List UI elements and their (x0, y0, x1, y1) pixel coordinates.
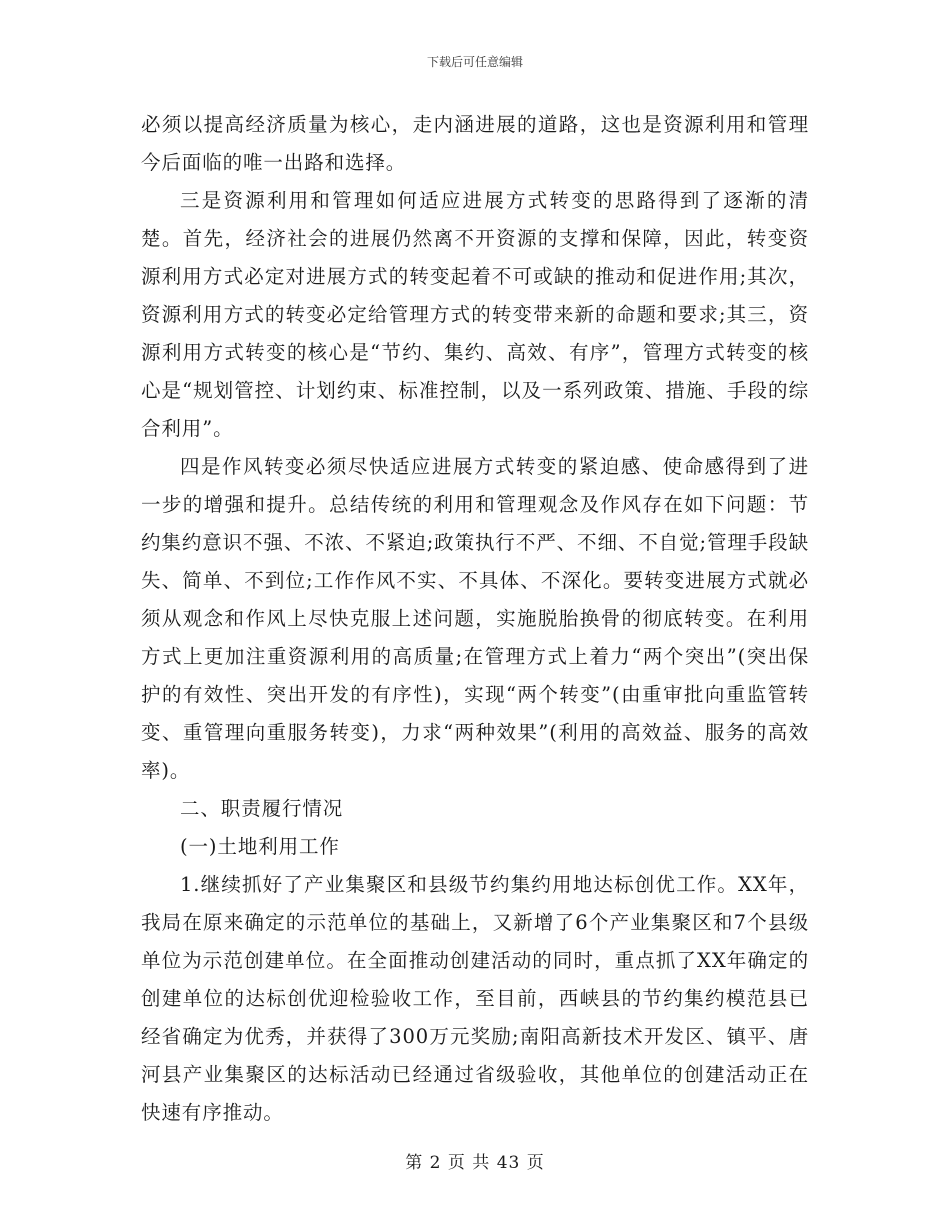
paragraph-four: 四是作风转变必须尽快适应进展方式转变的紧迫感、使命感得到了进一步的增强和提升。总结传统的利用和管理观念及作风存在如下问题：节约集约意识不强、不浓、不紧迫;政策执行不严、不细、不自觉;管理手段缺失、简单、不到位;工作作风不实、不具体、不深化。要转变进展方式就必须从观念和作风上尽快克服上述问题，实施脱胎换骨的彻底转变。在利用方式上更加注重资源利用的高质量;在管理方式上着力“两个突出”(突出保护的有效性、突出开发的有序性)，实现“两个转变”(由重审批向重监管转变、重管理向重服务转变)，力求“两种效果”(利用的高效益、服务的高效率)。 (141, 455, 809, 782)
page-number: 第 2 页 共 43 页 (405, 1153, 545, 1173)
paragraph-item-one: 1.继续抓好了产业集聚区和县级节约集约用地达标创优工作。XX年，我局在原来确定的示范单位的基础上，又新增了6个产业集聚区和7个县级单位为示范创建单位。在全面推动创建活动的同时，重点抓了XX年确定的创建单位的达标创优迎检验收工作，至目前，西峡县的节约集约模范县已经省确定为优秀，并获得了300万元奖励;南阳高新技术开发区、镇平、唐河县产业集聚区的达标活动已经通过省级验收，其他单位的创建活动正在快速有序推动。 (141, 873, 809, 1124)
subsection-heading-land-use: (一)土地利用工作 (180, 835, 340, 858)
header-note: 下载后可任意编辑 (426, 55, 523, 69)
document-body (141, 106, 809, 1132)
paragraph-three: 三是资源利用和管理如何适应进展方式转变的思路得到了逐渐的清楚。首先，经济社会的进展仍然离不开资源的支撑和保障，因此，转变资源利用方式必定对进展方式的转变起着不可或缺的推动和促进作用;其次，资源利用方式的转变必定给管理方式的转变带来新的命题和要求;其三，资源利用方式转变的核心是“节约、集约、高效、有序”，管理方式转变的核心是“规划管控、计划约束、标准控制，以及一系列政策、措施、手段的综合利用”。 (141, 189, 809, 440)
paragraph-continuation: 必须以提高经济质量为核心，走内涵进展的道路，这也是资源利用和管理今后面临的唯一出路和选择。 (141, 113, 809, 174)
section-heading-duties: 二、职责履行情况 (180, 797, 344, 820)
